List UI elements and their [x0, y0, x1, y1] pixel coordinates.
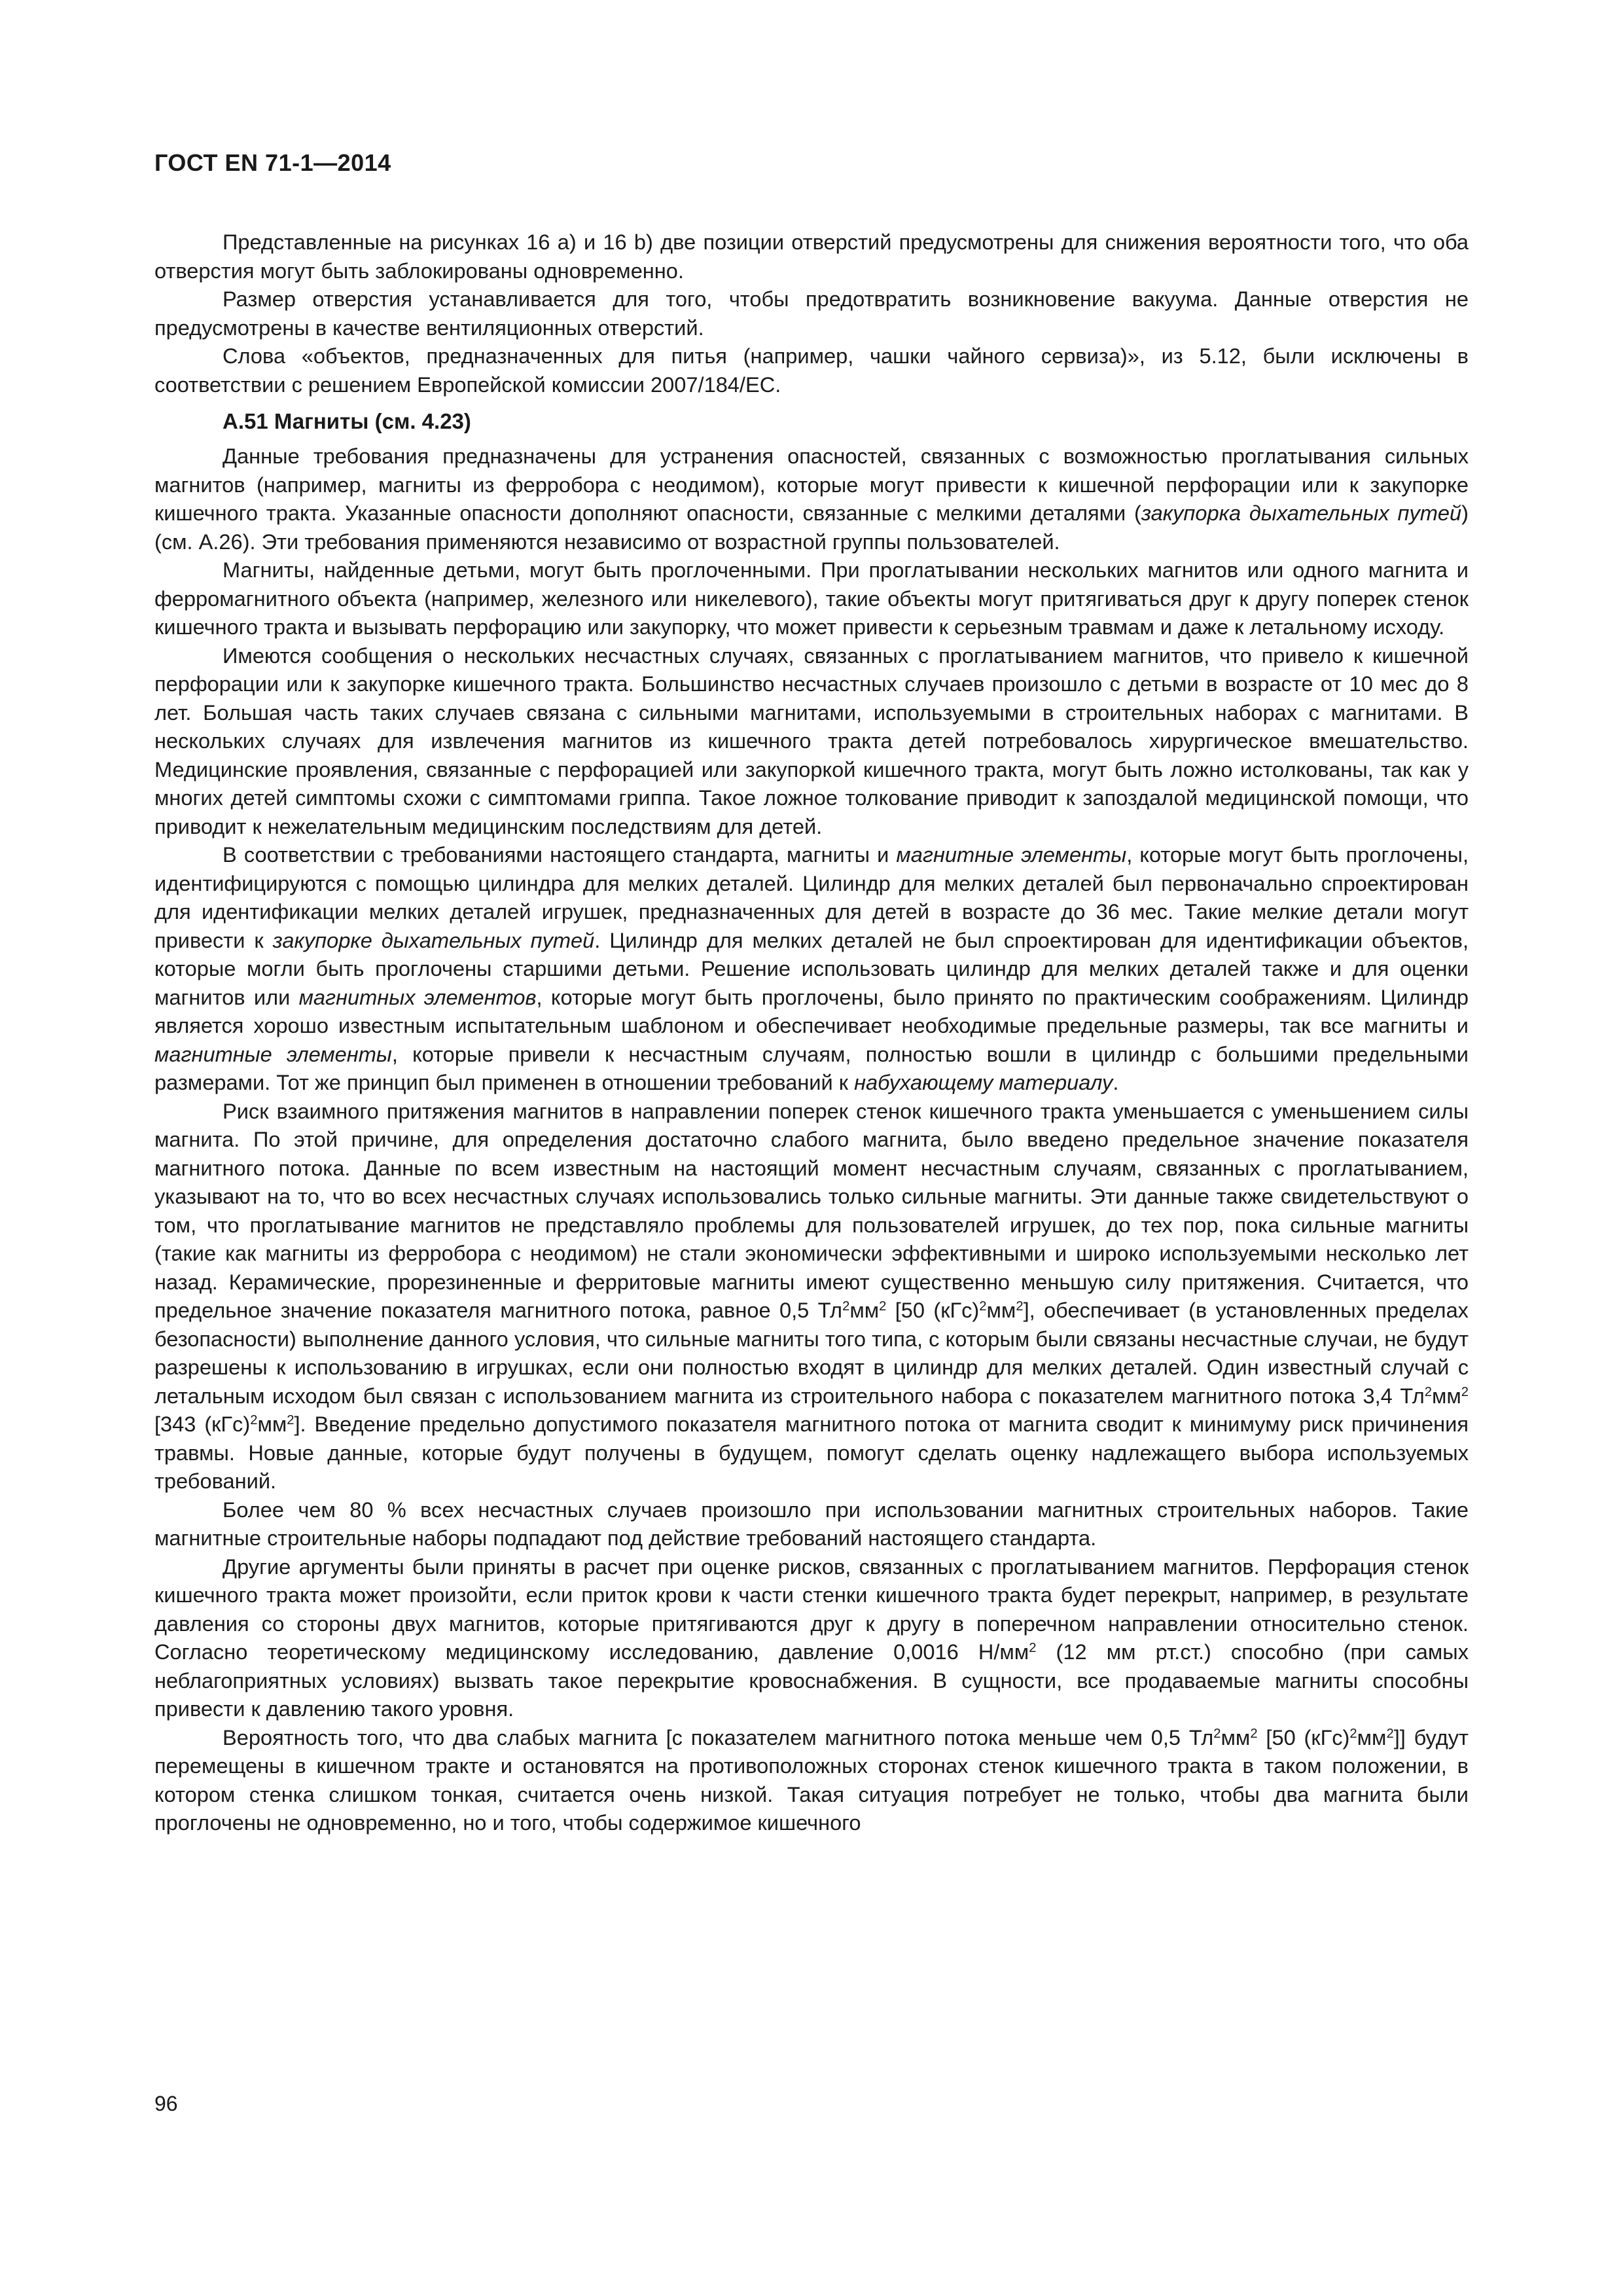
paragraph: Магниты, найденные детьми, могут быть проглоченными. При проглатывании нескольких магнитов или одного магнита и ферромагнитного объекта (например, железного или никелевого), такие объекты могут притягиваться друг к другу поперек стенок кишечного тракта и вызывать перфорацию или закупорку, что может привести к серьезным травмам и даже к летальному исходу. [154, 558, 1469, 639]
paragraph [154, 1723, 1469, 1837]
superscript: 2 [979, 1299, 987, 1314]
text-run: , которые могут быть проглочены, было принято по практическим соображениям. Цилиндр является хорошо известным испытательным шаблоном и обеспечивает необходимые предельные размеры, так все магниты и [154, 984, 1469, 1037]
text-run: мм [1357, 1725, 1387, 1749]
text-run: [50 (кГс) [1257, 1725, 1350, 1749]
paragraph: Размер отверстия устанавливается для того, чтобы предотвратить возникновение вакуума. Данные отверстия не предусмотрены в качестве вентиляционных отверстий. [154, 287, 1469, 340]
section-heading: А.51 Магниты (см. 4.23) [223, 409, 471, 433]
text-run: мм [849, 1298, 880, 1322]
term-italic: закупорке дыхательных путей [272, 927, 595, 952]
text-run: ], обеспечивает (в установленных пределах безопасности) выполнение данного условия, что сильные магниты того типа, с которым были связаны несчастные случаи, не будут разрешены к использованию в игрушках, если они полностью входят в цилиндр для мелких деталей. Один известный случай с летальным исходом был связан с использованием магнита из строительного набора с показателем магнитного потока 3,4 Тл [154, 1298, 1469, 1408]
superscript: 2 [1461, 1384, 1469, 1399]
text-run: , которые могут быть проглочены, идентифицируются с помощью цилиндра для мелких деталей. Цилиндр для мелких деталей был первоначально спроектирован для идентификации мелких деталей игрушек, предназначенных для детей в возрасте до 36 мес. Такие мелкие детали могут привести к [154, 842, 1469, 952]
text-run: Вероятность того, что два слабых магнита [с показателем магнитного потока меньше чем 0,5 Тл [223, 1725, 1214, 1749]
superscript: 2 [1213, 1726, 1221, 1741]
term-italic: набухающему материалу [854, 1070, 1113, 1094]
text-run: Другие аргументы были приняты в расчет при оценке рисков, связанных с проглатыванием магнитов. Перфорация стенок кишечного тракта может произойти, если приток крови к части стенки кишечного тракта будет перекрыт, например, в результате давления со стороны двух магнитов, которые притягиваются друг к другу в поперечном направлении относительно стенок. Согласно теоретическому медицинскому исследованию, давление 0,0016 Н/мм [154, 1554, 1469, 1664]
text-run: мм [1221, 1725, 1251, 1749]
paragraph: Имеются сообщения о нескольких несчастных случаях, связанных с проглатыванием магнитов, что привело к кишечной перфорации или к закупорке кишечного тракта. Большинство несчастных случаев произошло с детьми в возрасте от 10 мес до 8 лет. Большая часть таких случаев связана с сильными магнитами, используемыми в строительных наборах с магнитами. В нескольких случаях для извлечения магнитов из кишечного тракта детей потребовалось хирургическое вмешательство. Медицинские проявления, связанные с перфорацией или закупоркой кишечного тракта, могут быть ложно истолкованы, так как у многих детей симптомы схожи с симптомами гриппа. Такое ложное толкование приводит к запоздалой медицинской помощи, что приводит к нежелательным медицинским последствиям для детей. [154, 643, 1469, 838]
text-run: ]. Введение предельно допустимого показателя магнитного потока от магнита сводит к минимуму риск причинения травмы. Новые данные, которые будут получены в будущем, помогут сделать оценку надлежащего выбора используемых требований. [154, 1412, 1469, 1493]
page-number: 96 [154, 2092, 178, 2115]
superscript: 2 [250, 1412, 258, 1427]
text-run: В соответствии с требованиями настоящего стандарта, магниты и [223, 842, 897, 867]
text-run: . Цилиндр для мелких деталей не был спроектирован для идентификации объектов, которые могли быть проглочены старшими детьми. Решение использовать цилиндр для мелких деталей также и для оценки магнитов или [154, 927, 1469, 1009]
document-body [154, 228, 1469, 1837]
paragraph [154, 1552, 1469, 1723]
term-italic: закупорка дыхательных путей [1141, 501, 1462, 525]
superscript: 2 [1250, 1726, 1258, 1741]
paragraph: Слова «объектов, предназначенных для питья (например, чашки чайного сервиза)», из 5.12, были исключены в соответствии с решением Европейской комиссии 2007/184/EC. [154, 344, 1469, 397]
document-header: ГОСТ EN 71-1—2014 [154, 149, 391, 176]
text-run: ) (см. А.26). Эти требования применяются независимо от возрастной группы пользователей. [154, 501, 1469, 554]
text-run: мм [986, 1298, 1016, 1322]
text-run: Данные требования предназначены для устранения опасностей, связанных с возможностью проглатывания сильных магнитов (например, магниты из ферробора с неодимом), которые могут привести к кишечной перфорации или к закупорке кишечного тракта. Указанные опасности дополняют опасности, связанные с мелкими деталями ( [154, 444, 1469, 525]
term-italic: магнитных элементов [298, 984, 537, 1009]
text-run: , которые привели к несчастным случаям, полностью вошли в цилиндр с большими предельными размерами. Тот же принцип был применен в отношении требований к [154, 1041, 1469, 1094]
superscript: 2 [842, 1299, 850, 1314]
text-run: [50 (кГс) [886, 1298, 980, 1322]
superscript: 2 [1386, 1726, 1394, 1741]
superscript: 2 [1424, 1384, 1432, 1399]
paragraph [154, 840, 1469, 1097]
superscript: 2 [879, 1299, 887, 1314]
superscript: 2 [287, 1412, 294, 1427]
text-run: (12 мм рт.ст.) способно (при самых неблагоприятных условиях) вызвать такое перекрытие кровоснабжения. В сущности, все продаваемые магниты способны привести к давлению такого уровня. [154, 1640, 1469, 1721]
text-run: мм [257, 1412, 287, 1436]
text-run: Риск взаимного притяжения магнитов в направлении поперек стенок кишечного тракта уменьшается с уменьшением силы магнита. По этой причине, для определения достаточно слабого магнита, было введено предельное значение показателя магнитного потока. Данные по всем известным на настоящий момент несчастным случаям, связанных с проглатыванием, указывают на то, что во всех несчастных случаях использовались только сильные магниты. Эти данные также свидетельствуют о том, что проглатывание магнитов не представляло проблемы для пользователей игрушек, до тех пор, пока сильные магниты (такие как магниты из ферробора с неодимом) не стали экономически эффективными и широко используемыми несколько лет назад. Керамические, прорезиненные и ферритовые магниты имеют существенно меньшую силу притяжения. Считается, что предельное значение показателя магнитного потока, равное 0,5 Тл [154, 1098, 1469, 1322]
term-italic: магнитные элементы [154, 1041, 392, 1066]
text-run: . [1113, 1070, 1119, 1094]
superscript: 2 [1029, 1640, 1037, 1655]
superscript: 2 [1349, 1726, 1357, 1741]
text-run: [343 (кГс) [154, 1412, 251, 1436]
paragraph [154, 442, 1469, 556]
text-run: мм [1431, 1383, 1461, 1408]
paragraph: Представленные на рисунках 16 a) и 16 b) две позиции отверстий предусмотрены для снижения вероятности того, что оба отверстия могут быть заблокированы одновременно. [154, 230, 1469, 283]
paragraph [154, 1097, 1469, 1496]
superscript: 2 [1016, 1299, 1024, 1314]
term-italic: магнитные элементы [896, 842, 1127, 867]
text-run: ]] будут перемещены в кишечном тракте и остановятся на противоположных сторонах стенок кишечного тракта в таком положении, в котором стенка слишком тонкая, считается очень низкой. Такая ситуация потребует не только, чтобы два магнита были проглочены не одновременно, но и того, чтобы содержимое кишечного [154, 1725, 1469, 1835]
paragraph: Более чем 80 % всех несчастных случаев произошло при использовании магнитных строительных наборов. Такие магнитные строительные наборы подпадают под действие требований настоящего стандарта. [154, 1497, 1469, 1550]
